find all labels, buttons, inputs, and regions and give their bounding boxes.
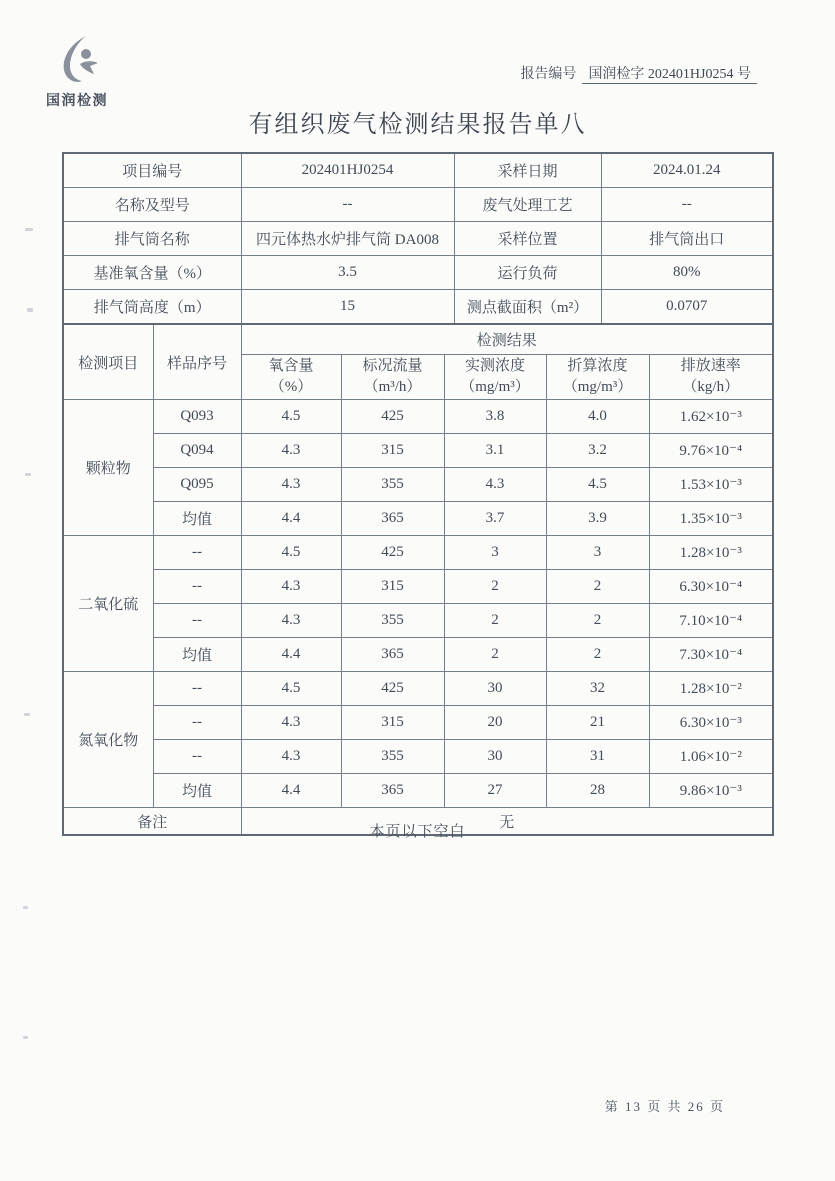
value-cell: 6.30×10⁻⁴ (649, 570, 773, 604)
header-row-top (63, 324, 773, 355)
page-number-footer: 第 13 页 共 26 页 (604, 1099, 725, 1114)
value-cell: 21 (546, 706, 649, 740)
value-cell: 4.4 (241, 638, 341, 672)
value-cell: 1.28×10⁻² (649, 672, 773, 706)
scan-artifact (24, 713, 30, 716)
header-sample-col: 样品序号 (153, 324, 241, 400)
measure-name: 实测浓度 (464, 358, 525, 374)
info-value-cell: -- (601, 188, 773, 222)
table-row (63, 400, 773, 434)
pollutant-name-cell: 颗粒物 (63, 400, 153, 536)
tables-wrapper (62, 152, 772, 836)
sample-id-cell: 均值 (153, 502, 241, 536)
info-table-body (63, 153, 773, 324)
value-cell: 365 (341, 638, 444, 672)
value-cell: 365 (341, 774, 444, 808)
value-cell: 2 (444, 604, 546, 638)
report-number-value: 国润检字 202401HJ0254 号 (582, 67, 757, 84)
value-cell: 4.3 (241, 434, 341, 468)
value-cell: 4.3 (241, 604, 341, 638)
value-cell: 425 (341, 536, 444, 570)
info-label-cell: 运行负荷 (454, 256, 601, 290)
table-row (63, 638, 773, 672)
info-value-cell: 202401HJ0254 (241, 153, 454, 188)
measure-unit: （kg/h） (682, 379, 740, 395)
header-result-span: 检测结果 (241, 324, 773, 355)
table-row (63, 468, 773, 502)
info-value-cell: 80% (601, 256, 773, 290)
value-cell: 27 (444, 774, 546, 808)
info-label-cell: 排气筒高度（m） (63, 290, 241, 325)
info-value-cell: 四元体热水炉排气筒 DA008 (241, 222, 454, 256)
value-cell: 425 (341, 672, 444, 706)
info-value-cell: 3.5 (241, 256, 454, 290)
value-cell: 7.30×10⁻⁴ (649, 638, 773, 672)
info-label-cell: 名称及型号 (63, 188, 241, 222)
value-cell: 1.53×10⁻³ (649, 468, 773, 502)
value-cell: 315 (341, 570, 444, 604)
scan-artifact (23, 906, 28, 909)
value-cell: 6.30×10⁻³ (649, 706, 773, 740)
value-cell: 2 (546, 570, 649, 604)
sample-id-cell: -- (153, 740, 241, 774)
value-cell: 355 (341, 468, 444, 502)
value-cell: 4.3 (241, 468, 341, 502)
value-cell: 4.3 (444, 468, 546, 502)
header-measure-cell (649, 355, 773, 400)
sample-id-cell: -- (153, 570, 241, 604)
value-cell: 4.4 (241, 502, 341, 536)
value-cell: 2 (444, 638, 546, 672)
report-number-line (0, 63, 757, 83)
value-cell: 9.86×10⁻³ (649, 774, 773, 808)
value-cell: 1.06×10⁻² (649, 740, 773, 774)
scan-artifact (25, 228, 33, 231)
sample-id-cell: -- (153, 706, 241, 740)
pollutant-name-cell: 氮氧化物 (63, 672, 153, 808)
info-value-cell: 15 (241, 290, 454, 325)
info-row (63, 290, 773, 325)
table-row (63, 536, 773, 570)
value-cell: 4.3 (241, 570, 341, 604)
sample-id-cell: 均值 (153, 638, 241, 672)
info-value-cell: 排气筒出口 (601, 222, 773, 256)
result-table-head (63, 324, 773, 400)
table-row (63, 774, 773, 808)
value-cell: 2 (546, 638, 649, 672)
value-cell: 4.4 (241, 774, 341, 808)
value-cell: 3.8 (444, 400, 546, 434)
value-cell: 355 (341, 740, 444, 774)
value-cell: 7.10×10⁻⁴ (649, 604, 773, 638)
value-cell: 315 (341, 706, 444, 740)
info-row (63, 222, 773, 256)
info-label-cell: 测点截面积（m²） (454, 290, 601, 325)
value-cell: 425 (341, 400, 444, 434)
result-table (62, 323, 774, 836)
table-row (63, 502, 773, 536)
sample-id-cell: 均值 (153, 774, 241, 808)
logo-text: 国润检测 (46, 94, 108, 109)
scan-artifact (27, 308, 33, 312)
value-cell: 4.5 (241, 400, 341, 434)
sample-id-cell: Q093 (153, 400, 241, 434)
measure-unit: （m³/h） (363, 379, 422, 395)
sample-id-cell: Q095 (153, 468, 241, 502)
header-measure-cell (241, 355, 341, 400)
table-row (63, 570, 773, 604)
measure-name: 排放速率 (680, 358, 741, 374)
value-cell: 3 (444, 536, 546, 570)
sample-id-cell: -- (153, 536, 241, 570)
table-row (63, 706, 773, 740)
header-measure-cell (546, 355, 649, 400)
value-cell: 3.2 (546, 434, 649, 468)
value-cell: 9.76×10⁻⁴ (649, 434, 773, 468)
value-cell: 365 (341, 502, 444, 536)
value-cell: 31 (546, 740, 649, 774)
value-cell: 20 (444, 706, 546, 740)
value-cell: 3.9 (546, 502, 649, 536)
result-table-body (63, 400, 773, 836)
measure-name: 折算浓度 (567, 358, 628, 374)
below-blank-note: 本页以下空白 (369, 824, 466, 840)
info-label-cell: 采样位置 (454, 222, 601, 256)
sample-id-cell: -- (153, 672, 241, 706)
value-cell: 4.5 (241, 536, 341, 570)
info-row (63, 153, 773, 188)
table-row (63, 672, 773, 706)
scan-artifact (23, 1036, 28, 1039)
value-cell: 32 (546, 672, 649, 706)
table-row (63, 434, 773, 468)
remark-label-cell: 备注 (63, 808, 241, 836)
value-cell: 1.35×10⁻³ (649, 502, 773, 536)
table-row (63, 740, 773, 774)
measure-unit: （mg/m³） (460, 379, 530, 395)
info-value-cell: 2024.01.24 (601, 153, 773, 188)
sample-id-cell: Q094 (153, 434, 241, 468)
value-cell: 4.5 (546, 468, 649, 502)
value-cell: 4.0 (546, 400, 649, 434)
info-label-cell: 采样日期 (454, 153, 601, 188)
info-value-cell: 0.0707 (601, 290, 773, 325)
value-cell: 4.3 (241, 740, 341, 774)
value-cell: 28 (546, 774, 649, 808)
value-cell: 2 (546, 604, 649, 638)
table-row (63, 604, 773, 638)
header-measure-cell (444, 355, 546, 400)
value-cell: 1.62×10⁻³ (649, 400, 773, 434)
value-cell: 30 (444, 672, 546, 706)
measure-name: 标况流量 (362, 358, 423, 374)
pollutant-name-cell: 二氧化硫 (63, 536, 153, 672)
value-cell: 3.7 (444, 502, 546, 536)
info-value-cell: -- (241, 188, 454, 222)
info-label-cell: 基准氧含量（%） (63, 256, 241, 290)
page-title: 有组织废气检测结果报告单八 (248, 112, 587, 138)
info-label-cell: 项目编号 (63, 153, 241, 188)
info-row (63, 256, 773, 290)
value-cell: 3 (546, 536, 649, 570)
value-cell: 30 (444, 740, 546, 774)
info-table (62, 152, 774, 325)
measure-unit: （%） (269, 379, 313, 395)
scan-artifact (25, 473, 31, 476)
value-cell: 4.3 (241, 706, 341, 740)
info-label-cell: 废气处理工艺 (454, 188, 601, 222)
header-measure-cell (341, 355, 444, 400)
remark-value-cell: 无 (241, 808, 773, 836)
info-row (63, 188, 773, 222)
value-cell: 355 (341, 604, 444, 638)
header-item-col: 检测项目 (63, 324, 153, 400)
info-label-cell: 排气筒名称 (63, 222, 241, 256)
value-cell: 315 (341, 434, 444, 468)
value-cell: 4.5 (241, 672, 341, 706)
value-cell: 2 (444, 570, 546, 604)
report-number-label: 报告编号 (520, 67, 577, 82)
value-cell: 1.28×10⁻³ (649, 536, 773, 570)
measure-name: 氧含量 (268, 358, 314, 374)
value-cell: 3.1 (444, 434, 546, 468)
measure-unit: （mg/m³） (562, 379, 633, 395)
sample-id-cell: -- (153, 604, 241, 638)
